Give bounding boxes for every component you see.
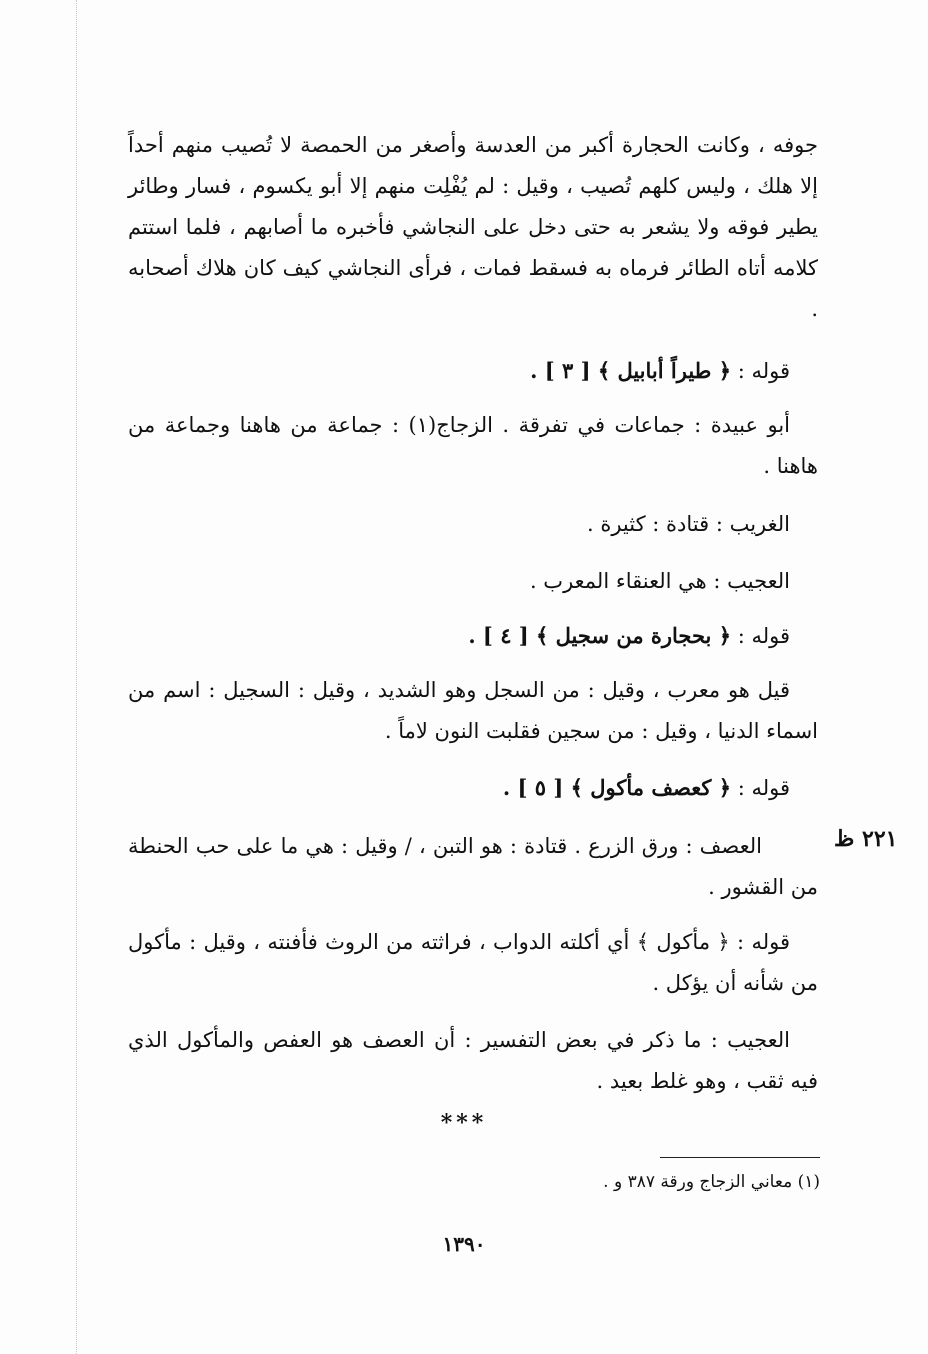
verse-heading-2 bbox=[128, 615, 818, 657]
paragraph-3: الغريب : قتادة : كثيرة . bbox=[586, 512, 790, 536]
verse-text: ﴿ طيراً أبابيل ﴾ [ ٣ ] . bbox=[530, 358, 732, 383]
footnote-rule bbox=[660, 1157, 820, 1158]
verse-label: قوله : bbox=[737, 624, 790, 648]
verse-label: قوله : bbox=[737, 359, 790, 383]
footnote: (١) معاني الزجاج ورقة ٣٨٧ و . bbox=[603, 1172, 820, 1192]
paragraph-4: العجيب : هي العنقاء المعرب . bbox=[529, 569, 790, 593]
verse-label: قوله : bbox=[737, 776, 790, 800]
paragraph-1: جوفه ، وكانت الحجارة أكبر من العدسة وأصغر من الحمصة لا تُصيب منهم أحداً إلا هلك ، وليس كلهم تُصيب ، وقيل : لم يُفْلِت منهم إلا أبو يكسوم ، فسار وطائر يطير فوقه ولا يشعر به حتى دخل على النجاشي فأخبره ما أصابهم ، فلما استتم كلامه أتاه الطائر فرماه به فسقط فمات ، فرأى النجاشي كيف كان هلاك أصحابه . bbox=[128, 133, 818, 321]
paragraph-6: العصف : ورق الزرع . قتادة : هو التبن ، / وقيل : هي ما على حب الحنطة من القشور . bbox=[128, 834, 818, 899]
section-separator: *** bbox=[440, 1110, 488, 1136]
paragraph-5: قيل هو معرب ، وقيل : من السجل وهو الشديد ، وقيل : السجيل : اسم من اسماء الدنيا ، وقيل : من سجين فقلبت النون لاماً . bbox=[128, 678, 818, 743]
paragraph-7: قوله : ﴿ مأكول ﴾ أي أكلته الدواب ، فراثته من الروث فأفنته ، وقيل : مأكول من شأنه أن يؤكل . bbox=[128, 930, 818, 995]
verse-text: ﴿ كعصف مأكول ﴾ [ ٥ ] . bbox=[502, 775, 732, 800]
scan-edge-marks bbox=[76, 0, 77, 1354]
paragraph-8: العجيب : ما ذكر في بعض التفسير : أن العصف هو العفص والمأكول الذي فيه ثقب ، وهو غلط بعيد . bbox=[128, 1028, 818, 1093]
folio-margin-note: ٢٢١ ظ bbox=[834, 826, 898, 852]
verse-text: ﴿ بحجارة من سجيل ﴾ [ ٤ ] . bbox=[468, 623, 732, 648]
verse-heading-1 bbox=[128, 350, 818, 392]
paragraph-2: أبو عبيدة : جماعات في تفرقة . الزجاج(١) : جماعة من هاهنا وجماعة من هاهنا . bbox=[128, 413, 818, 478]
verse-heading-3 bbox=[128, 767, 818, 809]
page-number: ١٣٩٠ bbox=[442, 1232, 486, 1256]
